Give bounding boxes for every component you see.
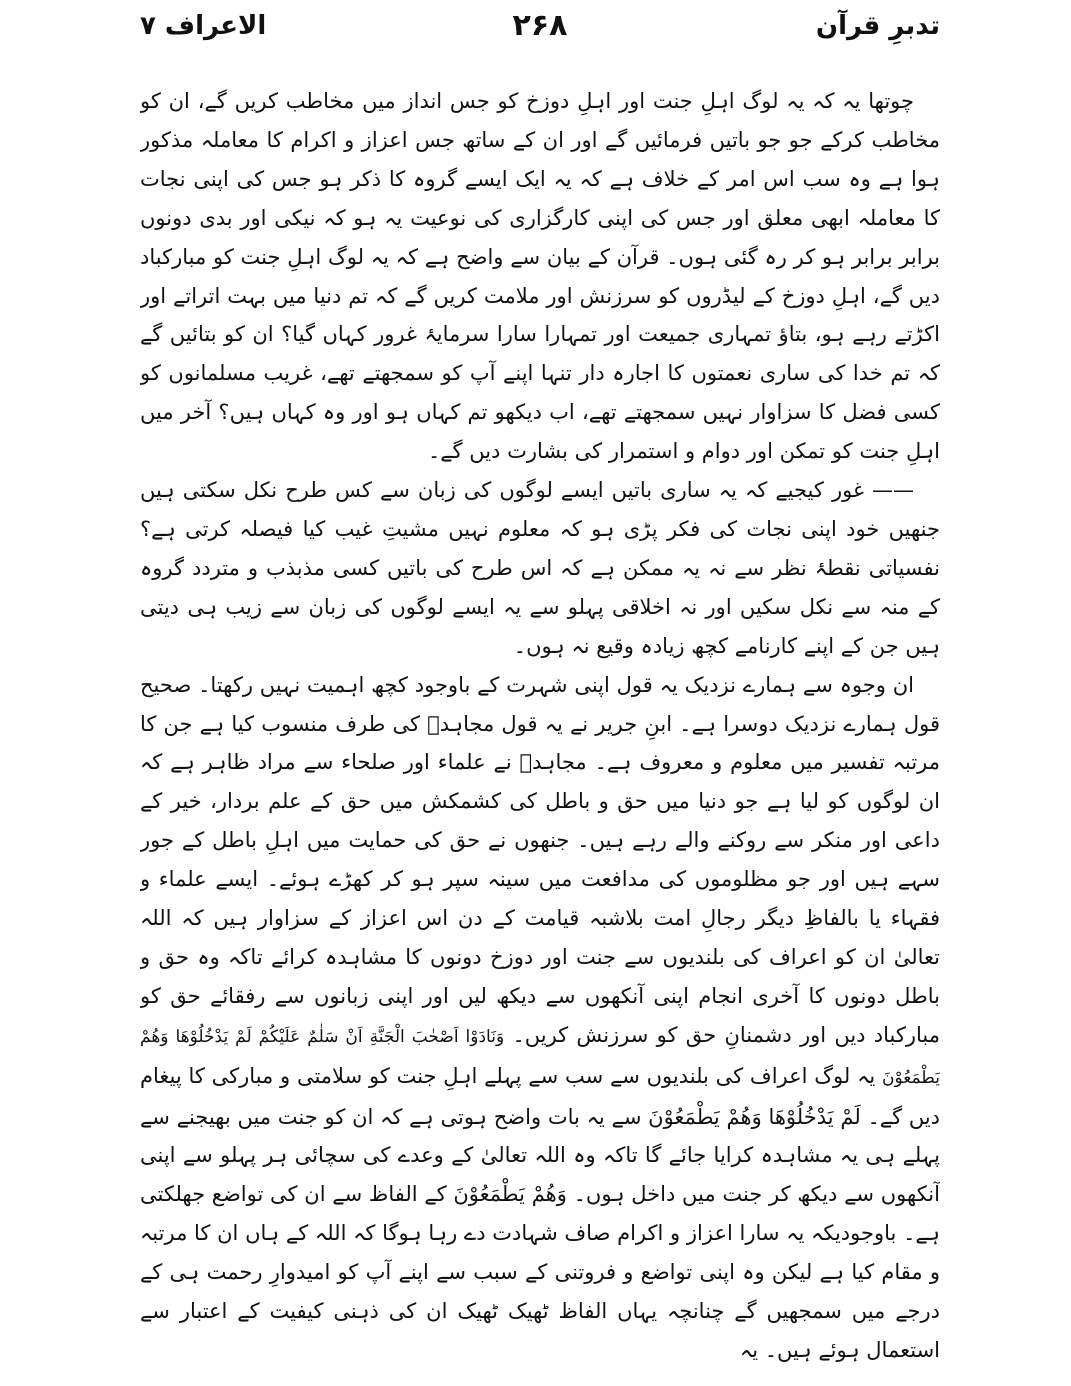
body-text [140, 82, 940, 1376]
book-title: تدبرِ قرآن [815, 11, 940, 41]
page-number: ۲۶۸ [512, 8, 568, 43]
surah-name: الاعراف ۷ [140, 11, 267, 41]
paragraph [140, 82, 940, 471]
page-header [140, 6, 940, 52]
paragraph-text: یہ لوگ اعراف کی بلندیوں سے سب سے پہلے اہلِ جنت کو سلامتی و مبارکی کا پیغام دیں گے۔ لَمْ يَدْخُلُوْهَا وَهُمْ يَطْمَعُوْنَ سے یہ بات واضح ہوتی ہے کہ ان کو جنت میں بھیجنے سے پہلے ہی یہ مشاہدہ کرایا جائے گا تاکہ وہ اللہ تعالیٰ کے وعدے کی سچائی ہر پہلو سے اپنی آنکھوں سے دیکھ کر جنت میں داخل ہوں۔ وَهُمْ يَطْمَعُوْنَ کے الفاظ سے ان کی تواضع جھلکتی ہے۔ باوجودیکہ یہ سارا اعزاز و اکرام صاف شہادت دے رہا ہوگا کہ اللہ کے ہاں ان کا مرتبہ و مقام کیا ہے لیکن وہ اپنی تواضع و فروتنی کے سبب سے اپنے آپ کو امیدوارِ رحمت ہی کے درجے میں سمجھیں گے چنانچہ یہاں الفاظ ٹھیک ٹھیک ان کی ذہنی کیفیت کے اعتبار سے استعمال ہوئے ہیں۔ یہ [140, 1063, 940, 1362]
paragraph-text: ان وجوہ سے ہمارے نزدیک یہ قول اپنی شہرت کے باوجود کچھ اہمیت نہیں رکھتا۔ صحیح قول ہمارے نزدیک دوسرا ہے۔ ابنِ جریر نے یہ قول مجاہدؒ کی طرف منسوب کیا ہے جن کا مرتبہ تفسیر میں معلوم و معروف ہے۔ مجاہدؒ نے علماء اور صلحاء سے مراد ظاہر ہے کہ ان لوگوں کو لیا ہے جو دنیا میں حق و باطل کی کشمکش میں حق کے علم بردار، خیر کے داعی اور منکر سے روکنے والے رہے ہیں۔ جنھوں نے حق کی حمایت میں اہلِ باطل کے جور سہے ہیں اور جو مظلوموں کی مدافعت میں سینہ سپر ہو کر کھڑے ہوئے۔ ایسے علماء و فقہاء یا بالفاظِ دیگر رجالِ امت بلاشبہ قیامت کے دن اس اعزاز کے سزاوار ہیں کہ اللہ تعالیٰ ان کو اعراف کی بلندیوں سے جنت اور دوزخ دونوں کا مشاہدہ کرائے تاکہ وہ حق و باطل دونوں کا آخری انجام اپنی آنکھوں سے دیکھ لیں اور اپنی زبانوں سے رفقائے حق کو مبارکباد دیں اور دشمنانِ حق کو سرزنش کریں۔ [140, 672, 940, 1047]
paragraph-text: —— غور کیجیے کہ یہ ساری باتیں ایسے لوگوں کی زبان سے کس طرح نکل سکتی ہیں جنھیں خود اپنی نجات کی فکر پڑی ہو کہ معلوم نہیں مشیتِ غیب کیا فیصلہ کرتی ہے؟ نفسیاتی نقطۂ نظر سے نہ یہ ممکن ہے کہ اس طرح کی باتیں کسی مذبذب و متردد گروہ کے منہ سے نکل سکیں اور نہ اخلاقی پہلو سے یہ ایسے لوگوں کی زبان سے زیب ہی دیتی ہیں جن کے اپنے کارنامے کچھ زیادہ وقیع نہ ہوں۔ [140, 478, 940, 658]
paragraph-text: چوتھا یہ کہ یہ لوگ اہلِ جنت اور اہلِ دوزخ کو جس انداز میں مخاطب کریں گے، ان کو مخاطب کرکے جو جو باتیں فرمائیں گے اور ان کے ساتھ جس اعزاز و اکرام کا معاملہ مذکور ہوا ہے وہ سب اس امر کے خلاف ہے کہ یہ ایک ایسے گروہ کا ذکر ہو جس کی اپنی نجات کا معاملہ ابھی معلق اور جس کی اپنی کارگزاری کی نوعیت یہ ہو کہ نیکی اور بدی دونوں برابر برابر ہو کر رہ گئی ہوں۔ قرآن کے بیان سے واضح ہے کہ یہ لوگ اہلِ جنت کو مبارکباد دیں گے، اہلِ دوزخ کے لیڈروں کو سرزنش اور ملامت کریں گے کہ تم دنیا میں بہت اتراتے اور اکڑتے رہے ہو، بتاؤ تمہاری جمیعت اور تمہارا سارا سرمایۂ غرور کہاں گیا؟ ان کو بتائیں گے کہ تم خدا کی ساری نعمتوں کا اجارہ دار تنہا اپنے آپ کو سمجھتے تھے، غریب مسلمانوں کو کسی فضل کا سزاوار نہیں سمجھتے تھے، اب دیکھو تم کہاں ہو اور وہ کہاں ہیں؟ آخر میں اہلِ جنت کو تمکن اور دوام و استمرار کی بشارت دیں گے۔ [140, 89, 940, 464]
quranic-verse: وَنَادَوْا اَصْحٰبَ الْجَنَّةِ اَنْ سَلٰمٌ عَلَيْكُمْ لَمْ يَدْخُلُوْهَا وَهُمْ يَطْمَعُوْنَ [140, 1026, 940, 1088]
paragraph [140, 666, 940, 1370]
paragraph [140, 471, 940, 666]
